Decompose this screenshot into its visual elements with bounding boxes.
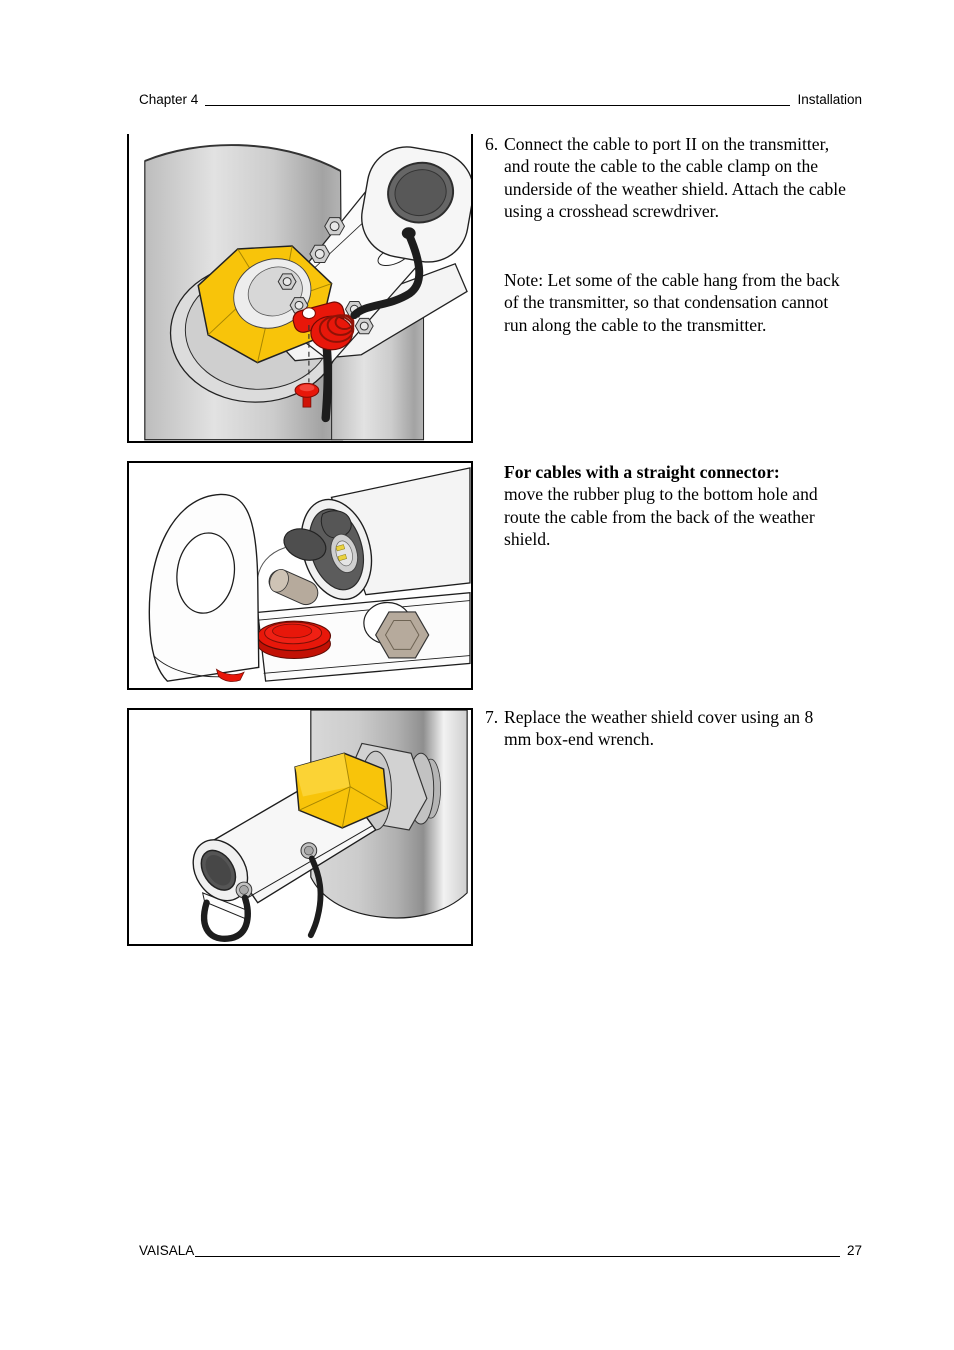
step-7 [485,706,846,751]
footer-company-label: VAISALA [139,1243,195,1258]
shield-cover-illustration [129,710,471,944]
straight-connector-text: move the rubber plug to the bottom hole and route the cable from the back of the weather shield. [504,484,818,550]
straight-connector-heading: For cables with a straight connector: [504,462,780,482]
step-6 [485,133,846,223]
figure-shield-cover [127,708,473,946]
straight-connector-paragraph [504,461,836,551]
figure-cable-connection [127,134,473,443]
step-6-text: Connect the cable to port II on the transmitter, and route the cable to the cable clamp on the underside of the weather shield. Attach the cable using a crosshead screwdriver. [504,134,846,222]
step-7-text: Replace the weather shield cover using an 8 mm box-end wrench. [504,707,814,750]
footer-page-number: 27 [846,1243,862,1258]
shield-end-plate [149,494,258,681]
header-chapter-label: Chapter 4 [139,92,199,107]
header-section-label: Installation [797,92,862,107]
cable-connection-illustration [129,134,471,441]
step-7-number: 7. [485,707,499,727]
figure-straight-connector [127,461,473,690]
rubber-plug [258,621,331,658]
page-footer [139,1243,862,1259]
straight-connector-illustration [129,463,471,688]
header-rule-line [205,105,790,106]
step-6-note: Note: Let some of the cable hang from the back of the transmitter, so that condensation cannot run along the cable to the transmitter. [504,270,840,335]
step-6-number: 6. [485,134,499,154]
page-header [139,92,862,108]
footer-rule-line [195,1256,840,1257]
cable [326,347,328,418]
